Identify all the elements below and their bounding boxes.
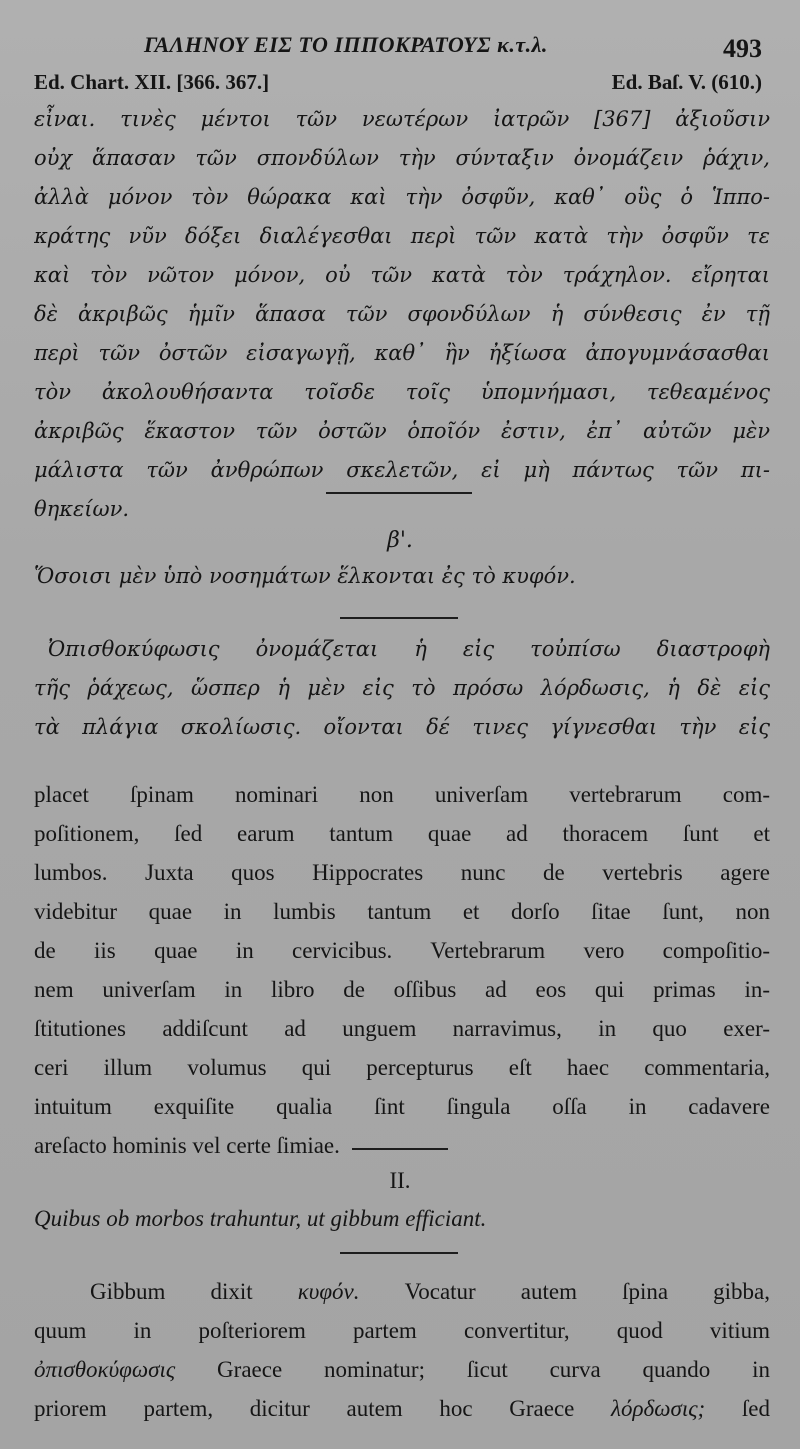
text-span: Vocatur autem ſpina gibba, bbox=[359, 1279, 770, 1304]
text-line bbox=[34, 1272, 770, 1311]
greek-commentary bbox=[34, 100, 770, 529]
text-line: τὰ πλάγια σκολίωσις. οἴονται δέ τινες γίγνεσθαι τὴν εἰς bbox=[34, 715, 770, 739]
greek-term: ὀπισθοκύφωσις bbox=[34, 1357, 176, 1382]
text-line: ἀλλὰ μόνον τὸν θώρακα καὶ τὴν ὀσφῦν, καθ᾽ οὓς ὁ Ἱππο- bbox=[34, 185, 770, 209]
lemma-latin: Quibus ob morbos trahuntur, ut gibbum efficiant. bbox=[34, 1206, 487, 1231]
latin-commentary bbox=[34, 775, 770, 1165]
section-divider bbox=[340, 617, 458, 619]
text-line: Ὀπισθοκύφωσις ὀνομάζεται ἡ εἰς τοὐπίσω διαστροφὴ bbox=[48, 637, 770, 661]
edition-reference-basel: Ed. Baſ. V. (610.) bbox=[611, 70, 762, 94]
text-line: areſacto hominis vel certe ſimiae. bbox=[34, 1133, 340, 1158]
text-line: μάλιστα τῶν ἀνθρώπων σκελετῶν, εἰ μὴ πάντως τῶν πι- bbox=[34, 458, 770, 482]
text-span: ſed bbox=[705, 1396, 770, 1421]
text-line: intuitum exquiſite qualia ſint ſingula oſſa in cadavere bbox=[34, 1094, 770, 1119]
edition-reference-line bbox=[34, 70, 770, 98]
text-line: lumbos. Juxta quos Hippocrates nunc de vertebris agere bbox=[34, 860, 770, 885]
text-line: placet ſpinam nominari non univerſam vertebrarum com- bbox=[34, 782, 770, 807]
text-line: videbitur quae in lumbis tantum et dorſo ſitae ſunt, non bbox=[34, 899, 770, 924]
section-divider bbox=[352, 1148, 448, 1150]
text-line: καὶ τὸν νῶτον μόνον, οὐ τῶν κατὰ τὸν τράχηλον. εἴρηται bbox=[34, 263, 770, 287]
text-line: de iis quae in cervicibus. Vertebrarum vero compoſitio- bbox=[34, 938, 770, 963]
greek-term: λόρδωσις; bbox=[611, 1396, 706, 1421]
greek-term: κυφόν. bbox=[297, 1279, 360, 1304]
section-divider bbox=[326, 492, 472, 494]
text-span: Graece nominatur; ſicut curva quando in bbox=[175, 1357, 770, 1382]
text-line: nem univerſam in libro de oſſibus ad eos qui primas in- bbox=[34, 977, 770, 1002]
edition-reference-chartier: Ed. Chart. XII. [366. 367.] bbox=[34, 70, 270, 94]
running-title: ΓΑΛΗΝΟΥ ΕΙΣ ΤΟ ΙΠΠΟΚΡΑΤΟΥΣ κ.τ.λ. bbox=[144, 32, 548, 57]
text-span: priorem partem, dicitur autem hoc Graece bbox=[34, 1396, 612, 1421]
running-head bbox=[34, 28, 770, 68]
text-line: οὐχ ἅπασαν τῶν σπονδύλων τὴν σύνταξιν ὀνομάζειν ῥάχιν, bbox=[34, 146, 770, 170]
lemma-greek: Ὅσοισι μὲν ὑπὸ νοσημάτων ἕλκονται ἐς τὸ κυφόν. bbox=[34, 564, 576, 588]
text-line: κράτης νῦν δόξει διαλέγεσθαι περὶ τῶν κατὰ τὴν ὀσφῦν τε bbox=[34, 224, 770, 248]
text-line: poſitionem, ſed earum tantum quae ad thoracem ſunt et bbox=[34, 821, 770, 846]
text-line: θηκείων. bbox=[34, 497, 130, 521]
text-line bbox=[34, 1389, 770, 1428]
text-line: εἶναι. τινὲς μέντοι τῶν νεωτέρων ἰατρῶν [367] ἀξιοῦσιν bbox=[34, 107, 770, 131]
text-line: περὶ τῶν ὀστῶν εἰσαγωγῇ, καθ᾽ ἣν ἠξίωσα ἀπογυμνάσασθαι bbox=[34, 341, 770, 365]
text-line: τὸν ἀκολουθήσαντα τοῖσδε τοῖς ὑπομνήμασι, τεθεαμένος bbox=[34, 380, 770, 404]
text-line: δὲ ἀκριβῶς ἡμῖν ἅπασα τῶν σφονδύλων ἡ σύνθεσις ἐν τῇ bbox=[34, 302, 770, 326]
latin-section-text bbox=[34, 1272, 770, 1428]
section-number-greek: β'. bbox=[387, 528, 413, 553]
section-divider bbox=[340, 1252, 458, 1254]
greek-section-text bbox=[34, 630, 770, 747]
text-line: ceri illum volumus qui percepturus eſt haec commentaria, bbox=[34, 1055, 770, 1080]
text-line bbox=[34, 1350, 770, 1389]
page-number: 493 bbox=[723, 34, 762, 63]
section-number-latin: II. bbox=[389, 1168, 411, 1193]
text-line: τῆς ῥάχεως, ὥσπερ ἡ μὲν εἰς τὸ πρόσω λόρδωσις, ἡ δὲ εἰς bbox=[34, 676, 770, 700]
text-line: ſtitutiones addiſcunt ad unguem narravimus, in quo exer- bbox=[34, 1016, 770, 1041]
text-span: Gibbum dixit bbox=[90, 1279, 298, 1304]
text-line: ἀκριβῶς ἕκαστον τῶν ὀστῶν ὁποῖόν ἐστιν, ἐπ᾽ αὐτῶν μὲν bbox=[34, 419, 770, 443]
text-line: quum in poſteriorem partem convertitur, quod vitium bbox=[34, 1318, 770, 1343]
